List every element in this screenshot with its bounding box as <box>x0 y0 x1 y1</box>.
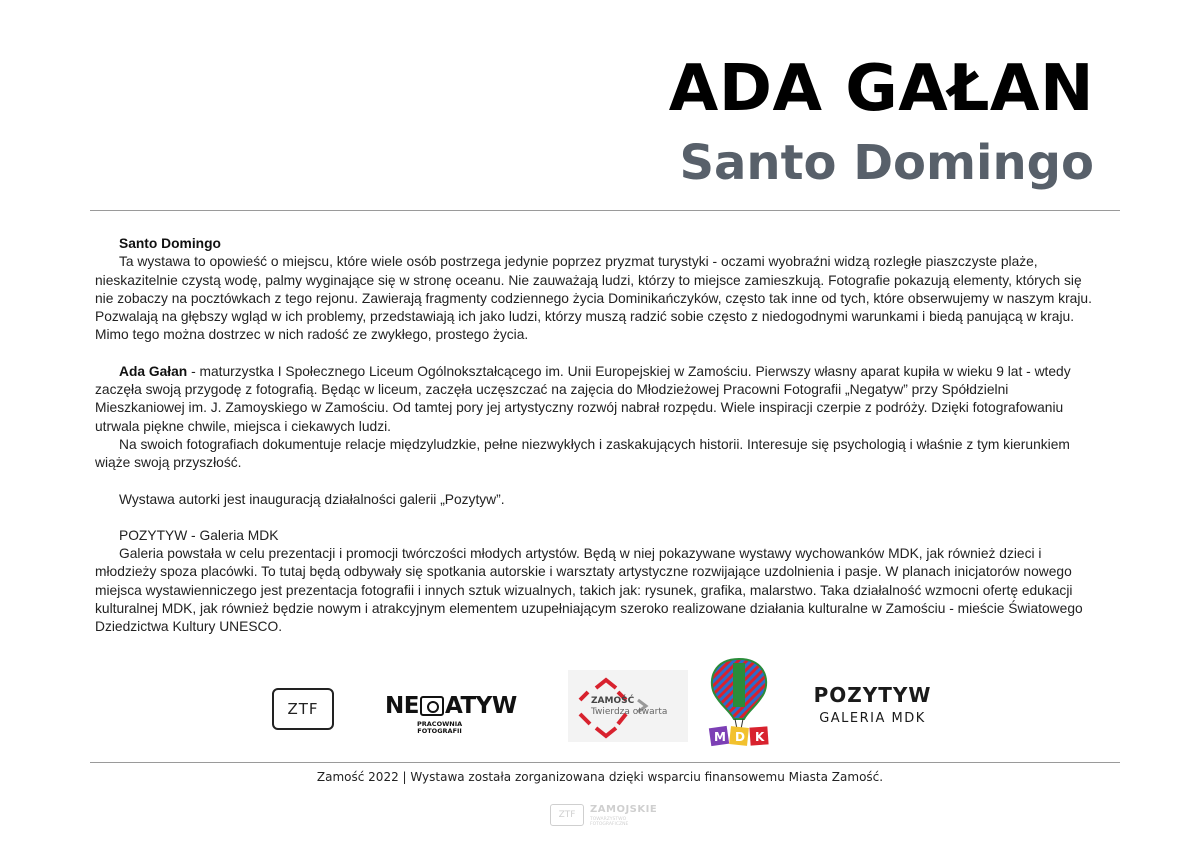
main-text <box>95 235 1100 637</box>
pozytyw-logo <box>810 683 935 726</box>
pozytyw-subtitle: GALERIA MDK <box>819 711 926 726</box>
svg-text:M: M <box>714 730 726 744</box>
top-divider <box>90 210 1120 211</box>
author-bio-paragraph <box>95 363 1100 436</box>
title-block <box>669 50 1094 194</box>
author-bio-text: - maturzystka I Społecznego Liceum Ogólnokształcącego im. Unii Europejskiej w Zamościu. Pierwszy własny aparat kupiła w wieku 9 lat - wtedy zaczęła swoją przygodę z fotografią. Będąc w liceum, zaczęła uczęszczać na zajęcia do Młodzieżowej Pracowni Fotografii „Negatyw” przy Spółdzielni Mieszkaniowej im. J. Zamoyskiego w Zamościu. Od tamtej pory jej artystyczny rozwój nabrał rozpędu. Wiele inspiracji czerpie z podróży. Dzięki fotografowaniu utrwala piękne chwile, miejsca i ciekawych ludzi. <box>95 363 1071 434</box>
pozytyw-title: POZYTYW <box>813 683 932 707</box>
ztf-watermark-box: ZTF <box>550 804 584 826</box>
gallery-heading: POZYTYW - Galeria MDK <box>119 527 279 543</box>
svg-text:K: K <box>755 730 765 744</box>
bottom-divider <box>90 762 1120 763</box>
zamosc-tagline: Twierdza otwarta <box>591 707 668 717</box>
section-heading-santo-domingo: Santo Domingo <box>119 236 221 251</box>
ztf-logo: ZTF <box>272 688 334 730</box>
ztf-watermark-text: ZAMOJSKIE <box>590 804 658 815</box>
author-name-bold: Ada Gałan <box>119 363 188 379</box>
balloon-icon <box>706 657 772 749</box>
sponsor-logos <box>0 655 1200 750</box>
negatyw-text-left: NE <box>385 693 419 719</box>
zamosc-logo <box>568 670 688 742</box>
footer-credit: Zamość 2022 | Wystawa została zorganizowana dzięki wsparciu finansowemu Miasta Zamość. <box>316 770 884 784</box>
author-bio-paragraph-2: Na swoich fotografiach dokumentuje relacje międzyludzkie, pełne niezwykłych i zaskakujących historii. Interesuje się psychologią i właśnie z tym kierunkiem wiąże swoją przyszłość. <box>95 436 1070 471</box>
zamosc-name: ZAMOŚĆ <box>591 696 635 706</box>
ztf-watermark-sub: TOWARZYSTWO FOTOGRAFICZNE <box>590 817 629 827</box>
negatyw-text-right: ATYW <box>444 693 517 719</box>
zamosc-star-icon <box>568 670 688 742</box>
author-name-heading: ADA GAŁAN <box>668 52 1094 126</box>
exhibition-title: Santo Domingo <box>679 135 1094 191</box>
gallery-description: Galeria powstała w celu prezentacji i promocji twórczości młodych artystów. Będą w niej pokazywane wystawy wychowanków MDK, jak również dzieci i młodzieży spoza placówki. To tutaj będą odbywały się spotkania autorskie i warsztaty artystyczne rozwijające uzdolnienia i pasje. W planach inicjatorów nowego miejsca wystawienniczego jest prezentacja fotografii i innych sztuk wizualnych, takich jak: rysunek, grafika, malarstwo. Taka działalność wzmocni ofertę edukacji kulturalnej MDK, jak również będzie nowym i atrakcyjnym elementem uzupełniającym szeroko realizowane działania kulturalne w Zamościu - mieście Światowego Dziedzictwa Kultury UNESCO. <box>95 546 1083 635</box>
svg-text:D: D <box>735 730 745 744</box>
negatyw-logo <box>385 693 535 733</box>
negatyw-subtitle: PRACOWNIA FOTOGRAFII <box>417 720 463 735</box>
exhibition-description: Ta wystawa to opowieść o miejscu, które wiele osób postrzega jedynie poprzez pryzmat turystyki - oczami wyobraźni widzą rozległe piaszczyste plaże, nieskazitelnie czystą wodę, palmy wyginające się w stronę oceanu. Nie zauważają ludzi, którzy to miejsce zamieszkują. Fotografie pokazują elementy, których się nie zobaczy na pocztówkach z tego rejonu. Zawierają fragmenty codziennego życia Dominikańczyków, często tak inne od tych, które obserwujemy w naszym kraju. Pozwalają na głębszy wgląd w ich problemy, przedstawiają ich jako ludzi, którzy muszą radzić sobie często z niedogodnymi warunkami i biedą panującą w kraju. Mimo tego można dostrzec w nich radość ze zwykłego, prostego życia. <box>95 254 1092 343</box>
camera-icon <box>420 696 444 716</box>
ztf-watermark-logo <box>550 802 658 828</box>
mdk-balloon-logo <box>706 657 772 749</box>
inauguration-note: Wystawa autorki jest inauguracją działalności galerii „Pozytyw”. <box>119 491 505 507</box>
